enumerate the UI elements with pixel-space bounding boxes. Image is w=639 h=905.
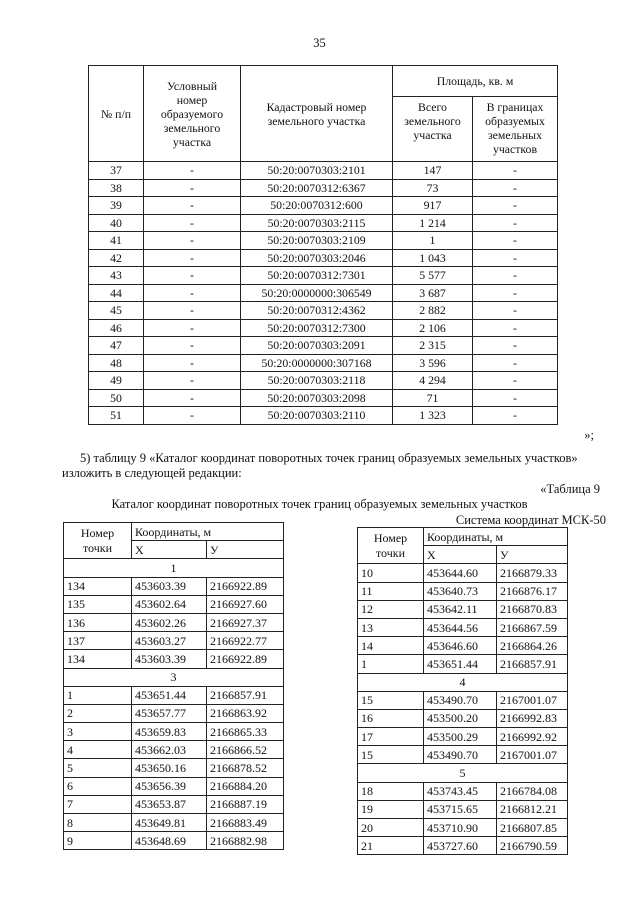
cadastral-number: 50:20:0070303:2101 (241, 162, 393, 180)
row-number: 41 (89, 232, 144, 250)
coordinate-x: 453603.39 (132, 650, 207, 668)
coordinate-x: 453640.73 (424, 582, 497, 600)
point-number: 6 (64, 777, 132, 795)
point-number: 16 (358, 709, 424, 727)
table-row (64, 795, 284, 813)
point-number: 2 (64, 704, 132, 722)
coordinate-x: 453653.87 (132, 795, 207, 813)
header-coordinates: Координаты, м (424, 528, 568, 546)
header-x: X (424, 546, 497, 564)
conditional-number: - (144, 354, 241, 372)
within-area: - (473, 337, 558, 355)
point-number: 3 (64, 723, 132, 741)
header-x: X (132, 541, 207, 559)
table-row (358, 746, 568, 764)
conditional-number: - (144, 319, 241, 337)
quote-end: »; (584, 428, 594, 442)
within-area: - (473, 214, 558, 232)
total-area: 2 106 (393, 319, 473, 337)
within-area: - (473, 302, 558, 320)
header-cadastral-number: Кадастровый номер земельного участка (241, 66, 393, 162)
coordinate-y: 2166863.92 (207, 704, 284, 722)
point-number: 13 (358, 618, 424, 636)
cadastral-number: 50:20:0070303:2109 (241, 232, 393, 250)
coordinate-x: 453500.29 (424, 728, 497, 746)
table-row (358, 564, 568, 582)
table-row (64, 741, 284, 759)
coordinate-x: 453644.56 (424, 618, 497, 636)
coordinate-x: 453715.65 (424, 800, 497, 818)
table-row (64, 613, 284, 631)
table-row (64, 759, 284, 777)
cadastral-number: 50:20:0070303:2110 (241, 407, 393, 425)
coordinate-x: 453644.60 (424, 564, 497, 582)
point-number: 10 (358, 564, 424, 582)
conditional-number: - (144, 372, 241, 390)
conditional-number: - (144, 249, 241, 267)
coordinate-y: 2166870.83 (497, 600, 568, 618)
header-num: № п/п (89, 66, 144, 162)
row-number: 40 (89, 214, 144, 232)
coordinate-y: 2166867.59 (497, 618, 568, 636)
table-row (89, 372, 558, 390)
row-number: 42 (89, 249, 144, 267)
cadastral-number: 50:20:0070312:7300 (241, 319, 393, 337)
within-area: - (473, 267, 558, 285)
coordinate-x: 453651.44 (132, 686, 207, 704)
row-number: 46 (89, 319, 144, 337)
table-row (358, 691, 568, 709)
coordinate-x: 453650.16 (132, 759, 207, 777)
cadastral-number: 50:20:0070303:2046 (241, 249, 393, 267)
point-number: 14 (358, 637, 424, 655)
coordinate-y: 2166878.52 (207, 759, 284, 777)
total-area: 3 596 (393, 354, 473, 372)
coordinate-x: 453603.27 (132, 632, 207, 650)
point-number: 134 (64, 650, 132, 668)
coordinate-y: 2166857.91 (497, 655, 568, 673)
cadastral-number: 50:20:0070312:6367 (241, 179, 393, 197)
point-number: 134 (64, 577, 132, 595)
table-row (64, 595, 284, 613)
coordinates-table-left (63, 522, 284, 850)
coordinate-y: 2166922.89 (207, 650, 284, 668)
table-row (64, 777, 284, 795)
cadastral-number: 50:20:0070312:600 (241, 197, 393, 215)
total-area: 73 (393, 179, 473, 197)
conditional-number: - (144, 337, 241, 355)
table-row (89, 197, 558, 215)
total-area: 71 (393, 389, 473, 407)
coordinate-x: 453659.83 (132, 723, 207, 741)
total-area: 5 577 (393, 267, 473, 285)
coordinate-y: 2166887.19 (207, 795, 284, 813)
coordinate-x: 453602.64 (132, 595, 207, 613)
point-number: 17 (358, 728, 424, 746)
table-row (358, 709, 568, 727)
coordinate-x: 453743.45 (424, 782, 497, 800)
coordinate-y: 2167001.07 (497, 691, 568, 709)
within-area: - (473, 389, 558, 407)
coordinate-y: 2166812.21 (497, 800, 568, 818)
coordinate-x: 453603.39 (132, 577, 207, 595)
point-number: 9 (64, 832, 132, 850)
coordinate-y: 2166882.98 (207, 832, 284, 850)
coordinate-x: 453642.11 (424, 600, 497, 618)
total-area: 4 294 (393, 372, 473, 390)
page-number: 35 (313, 36, 326, 50)
table-row (89, 179, 558, 197)
coordinate-x: 453657.77 (132, 704, 207, 722)
within-area: - (473, 372, 558, 390)
point-number: 7 (64, 795, 132, 813)
point-number: 8 (64, 814, 132, 832)
group-row (64, 668, 284, 686)
coordinate-y: 2166922.89 (207, 577, 284, 595)
conditional-number: - (144, 197, 241, 215)
coordinate-x: 453500.20 (424, 709, 497, 727)
coordinate-y: 2166876.17 (497, 582, 568, 600)
table-row (89, 232, 558, 250)
table-row (64, 577, 284, 595)
row-number: 43 (89, 267, 144, 285)
point-number: 18 (358, 782, 424, 800)
coordinate-y: 2166992.83 (497, 709, 568, 727)
table-row (89, 267, 558, 285)
table-reference: «Таблица 9 (540, 482, 600, 496)
header-area: Площадь, кв. м (393, 66, 558, 97)
group-row (64, 559, 284, 577)
row-number: 37 (89, 162, 144, 180)
conditional-number: - (144, 407, 241, 425)
row-number: 39 (89, 197, 144, 215)
total-area: 1 323 (393, 407, 473, 425)
conditional-number: - (144, 389, 241, 407)
coordinate-x: 453662.03 (132, 741, 207, 759)
point-number: 4 (64, 741, 132, 759)
parcel-group-label: 4 (358, 673, 568, 691)
row-number: 50 (89, 389, 144, 407)
table-caption: Каталог координат поворотных точек границ образуемых земельных участков (111, 497, 528, 511)
coordinate-y: 2166807.85 (497, 819, 568, 837)
group-row (358, 764, 568, 782)
table-row (358, 782, 568, 800)
conditional-number: - (144, 162, 241, 180)
coordinate-x: 453656.39 (132, 777, 207, 795)
conditional-number: - (144, 284, 241, 302)
coordinate-x: 453651.44 (424, 655, 497, 673)
row-number: 45 (89, 302, 144, 320)
header-point-number: Номер точки (64, 523, 132, 559)
coordinate-y: 2166922.77 (207, 632, 284, 650)
point-number: 137 (64, 632, 132, 650)
point-number: 15 (358, 746, 424, 764)
coordinate-x: 453646.60 (424, 637, 497, 655)
table-row (358, 582, 568, 600)
group-row (358, 673, 568, 691)
point-number: 19 (358, 800, 424, 818)
table-row (358, 800, 568, 818)
within-area: - (473, 197, 558, 215)
coordinate-y: 2166884.20 (207, 777, 284, 795)
coordinate-y: 2167001.07 (497, 746, 568, 764)
total-area: 2 882 (393, 302, 473, 320)
parcel-group-label: 5 (358, 764, 568, 782)
coordinate-y: 2166879.33 (497, 564, 568, 582)
coordinates-table-right (357, 527, 568, 855)
point-number: 11 (358, 582, 424, 600)
table-row (358, 600, 568, 618)
table-row (89, 249, 558, 267)
coordinates-table-right-body (358, 564, 568, 855)
table-row (89, 337, 558, 355)
total-area: 917 (393, 197, 473, 215)
conditional-number: - (144, 302, 241, 320)
header-y: У (497, 546, 568, 564)
point-number: 5 (64, 759, 132, 777)
within-area: - (473, 232, 558, 250)
parcels-table-body (89, 162, 558, 425)
coordinate-y: 2166865.33 (207, 723, 284, 741)
conditional-number: - (144, 214, 241, 232)
row-number: 48 (89, 354, 144, 372)
coordinate-x: 453648.69 (132, 832, 207, 850)
table-row (89, 302, 558, 320)
coordinate-y: 2166784.08 (497, 782, 568, 800)
point-number: 1 (358, 655, 424, 673)
table-row (89, 354, 558, 372)
within-area: - (473, 179, 558, 197)
parcel-group-label: 3 (64, 668, 284, 686)
table-row (64, 723, 284, 741)
within-area: - (473, 162, 558, 180)
point-number: 135 (64, 595, 132, 613)
row-number: 47 (89, 337, 144, 355)
header-conditional-number: Условный номер образуемого земельного участка (144, 66, 241, 162)
within-area: - (473, 407, 558, 425)
point-number: 20 (358, 819, 424, 837)
coordinate-y: 2166992.92 (497, 728, 568, 746)
table-row (358, 837, 568, 855)
total-area: 2 315 (393, 337, 473, 355)
table-row (358, 655, 568, 673)
coordinate-y: 2166864.26 (497, 637, 568, 655)
cadastral-number: 50:20:0000000:306549 (241, 284, 393, 302)
coordinate-system-label: Система координат МСК-50 (455, 513, 606, 527)
total-area: 1 043 (393, 249, 473, 267)
row-number: 51 (89, 407, 144, 425)
total-area: 147 (393, 162, 473, 180)
table-row (89, 407, 558, 425)
cadastral-number: 50:20:0070312:4362 (241, 302, 393, 320)
table-row (64, 650, 284, 668)
table-row (64, 832, 284, 850)
within-area: - (473, 284, 558, 302)
table-row (64, 632, 284, 650)
point-number: 21 (358, 837, 424, 855)
cadastral-number: 50:20:0070303:2091 (241, 337, 393, 355)
coordinate-y: 2166883.49 (207, 814, 284, 832)
header-within-area: В границах образуемых земельных участков (473, 97, 558, 162)
coordinate-x: 453649.81 (132, 814, 207, 832)
point-number: 15 (358, 691, 424, 709)
within-area: - (473, 354, 558, 372)
row-number: 38 (89, 179, 144, 197)
conditional-number: - (144, 267, 241, 285)
coordinate-x: 453710.90 (424, 819, 497, 837)
coordinate-y: 2166927.37 (207, 613, 284, 631)
coordinate-x: 453490.70 (424, 691, 497, 709)
header-point-number: Номер точки (358, 528, 424, 564)
table-row (89, 389, 558, 407)
parcel-group-label: 1 (64, 559, 284, 577)
within-area: - (473, 319, 558, 337)
coordinate-x: 453602.26 (132, 613, 207, 631)
point-number: 136 (64, 613, 132, 631)
table-row (89, 319, 558, 337)
total-area: 1 214 (393, 214, 473, 232)
conditional-number: - (144, 179, 241, 197)
coordinate-y: 2166790.59 (497, 837, 568, 855)
point-number: 12 (358, 600, 424, 618)
table-row (64, 686, 284, 704)
cadastral-number: 50:20:0000000:307168 (241, 354, 393, 372)
within-area: - (473, 249, 558, 267)
table-row (89, 214, 558, 232)
coordinate-y: 2166866.52 (207, 741, 284, 759)
header-total-area: Всего земельного участка (393, 97, 473, 162)
parcels-table (88, 65, 558, 425)
point-number: 1 (64, 686, 132, 704)
table-row (358, 819, 568, 837)
total-area: 1 (393, 232, 473, 250)
table-row (64, 704, 284, 722)
coordinate-x: 453490.70 (424, 746, 497, 764)
cadastral-number: 50:20:0070312:7301 (241, 267, 393, 285)
table-row (358, 618, 568, 636)
header-y: У (207, 541, 284, 559)
coordinate-y: 2166927.60 (207, 595, 284, 613)
conditional-number: - (144, 232, 241, 250)
header-coordinates: Координаты, м (132, 523, 284, 541)
cadastral-number: 50:20:0070303:2115 (241, 214, 393, 232)
coordinate-y: 2166857.91 (207, 686, 284, 704)
table-row (89, 284, 558, 302)
cadastral-number: 50:20:0070303:2118 (241, 372, 393, 390)
table-row (358, 637, 568, 655)
cadastral-number: 50:20:0070303:2098 (241, 389, 393, 407)
total-area: 3 687 (393, 284, 473, 302)
amendment-paragraph: 5) таблицу 9 «Каталог координат поворотных точек границ образуемых земельных участков» изложить в следующей редакции: (62, 451, 578, 480)
coordinate-x: 453727.60 (424, 837, 497, 855)
table-row (358, 728, 568, 746)
coordinates-table-left-body (64, 559, 284, 850)
row-number: 49 (89, 372, 144, 390)
table-row (64, 814, 284, 832)
table-row (89, 162, 558, 180)
row-number: 44 (89, 284, 144, 302)
